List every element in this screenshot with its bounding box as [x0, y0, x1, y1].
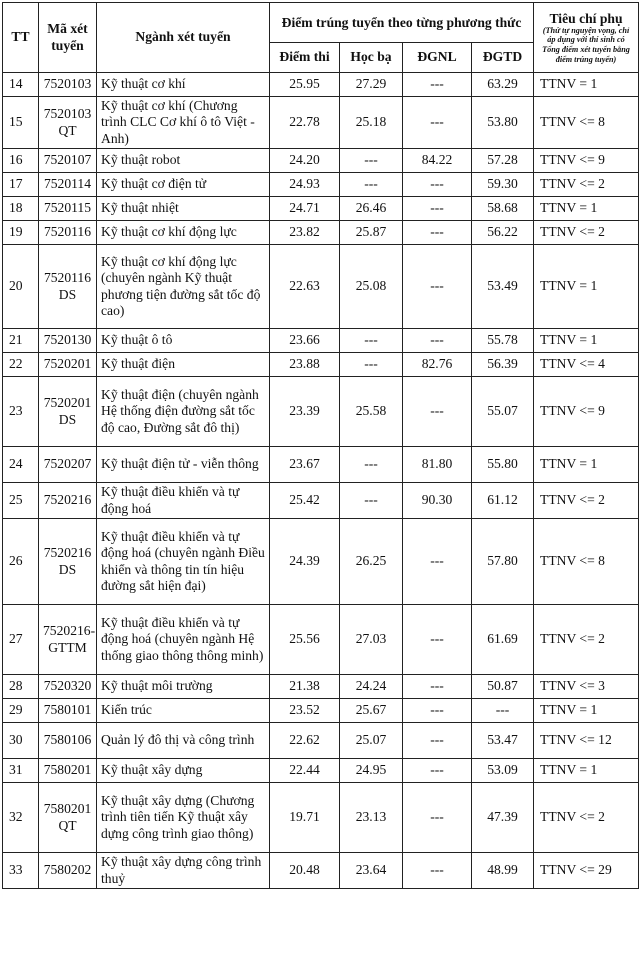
- table-row: [3, 197, 639, 221]
- score-dgtd: 61.69: [472, 605, 534, 675]
- table-row: [3, 483, 639, 519]
- header-major: Ngành xét tuyển: [97, 3, 270, 73]
- major-name: Kỹ thuật cơ khí: [97, 73, 270, 97]
- score-exam: 23.52: [270, 699, 340, 723]
- criteria-value: TTNV <= 29: [534, 853, 639, 889]
- row-number: 28: [3, 675, 39, 699]
- score-dgtd: 56.39: [472, 353, 534, 377]
- score-exam: 23.39: [270, 377, 340, 447]
- major-code: 7520115: [39, 197, 97, 221]
- header-method-dgtd: ĐGTD: [472, 43, 534, 73]
- score-exam: 21.38: [270, 675, 340, 699]
- major-name: Kỹ thuật cơ điện tử: [97, 173, 270, 197]
- table-body: [3, 73, 639, 889]
- major-code: 7520103: [39, 73, 97, 97]
- score-transcript: 23.13: [340, 783, 403, 853]
- score-dgnl: ---: [403, 377, 472, 447]
- score-transcript: ---: [340, 329, 403, 353]
- major-code: 7580106: [39, 723, 97, 759]
- major-name: Kỹ thuật điện (chuyên ngành Hệ thống điện đường sắt tốc độ cao, Đường sắt đô thị): [97, 377, 270, 447]
- score-exam: 23.67: [270, 447, 340, 483]
- score-dgnl: ---: [403, 329, 472, 353]
- score-dgnl: ---: [403, 245, 472, 329]
- criteria-value: TTNV = 1: [534, 699, 639, 723]
- criteria-value: TTNV <= 4: [534, 353, 639, 377]
- score-dgtd: 48.99: [472, 853, 534, 889]
- header-method-exam: Điểm thi: [270, 43, 340, 73]
- major-name: Kỹ thuật xây dựng: [97, 759, 270, 783]
- criteria-value: TTNV = 1: [534, 245, 639, 329]
- table-row: [3, 221, 639, 245]
- score-dgnl: ---: [403, 197, 472, 221]
- row-number: 14: [3, 73, 39, 97]
- major-name: Kỹ thuật điều khiển và tự động hoá: [97, 483, 270, 519]
- table-row: [3, 853, 639, 889]
- score-transcript: 27.29: [340, 73, 403, 97]
- row-number: 29: [3, 699, 39, 723]
- table-row: [3, 447, 639, 483]
- table-row: [3, 675, 639, 699]
- score-transcript: 26.46: [340, 197, 403, 221]
- criteria-value: TTNV <= 3: [534, 675, 639, 699]
- major-code: 7520107: [39, 149, 97, 173]
- score-dgtd: 63.29: [472, 73, 534, 97]
- table-row: [3, 329, 639, 353]
- score-exam: 23.66: [270, 329, 340, 353]
- score-exam: 22.44: [270, 759, 340, 783]
- header-criteria: [534, 3, 639, 73]
- header-row-top: [3, 3, 639, 43]
- row-number: 15: [3, 97, 39, 149]
- header-tt: TT: [3, 3, 39, 73]
- score-dgnl: ---: [403, 675, 472, 699]
- major-code: 7520216: [39, 483, 97, 519]
- score-dgtd: 50.87: [472, 675, 534, 699]
- score-dgnl: ---: [403, 221, 472, 245]
- table-row: [3, 173, 639, 197]
- score-dgnl: ---: [403, 173, 472, 197]
- major-name: Kiến trúc: [97, 699, 270, 723]
- major-code: 7520320: [39, 675, 97, 699]
- major-code: 7520114: [39, 173, 97, 197]
- score-transcript: 25.87: [340, 221, 403, 245]
- criteria-value: TTNV <= 9: [534, 377, 639, 447]
- score-dgtd: 57.80: [472, 519, 534, 605]
- major-name: Kỹ thuật môi trường: [97, 675, 270, 699]
- criteria-value: TTNV <= 9: [534, 149, 639, 173]
- major-name: Kỹ thuật cơ khí động lực (chuyên ngành Kỹ thuật phương tiện đường sắt tốc độ cao): [97, 245, 270, 329]
- row-number: 22: [3, 353, 39, 377]
- score-dgnl: ---: [403, 605, 472, 675]
- score-dgtd: 55.80: [472, 447, 534, 483]
- criteria-value: TTNV <= 12: [534, 723, 639, 759]
- score-dgtd: 53.80: [472, 97, 534, 149]
- score-transcript: 25.07: [340, 723, 403, 759]
- table-row: [3, 759, 639, 783]
- score-dgnl: 81.80: [403, 447, 472, 483]
- criteria-value: TTNV <= 2: [534, 221, 639, 245]
- criteria-value: TTNV = 1: [534, 329, 639, 353]
- major-name: Kỹ thuật ô tô: [97, 329, 270, 353]
- score-dgtd: 61.12: [472, 483, 534, 519]
- score-dgnl: ---: [403, 759, 472, 783]
- score-transcript: ---: [340, 353, 403, 377]
- table-row: [3, 605, 639, 675]
- table-row: [3, 73, 639, 97]
- major-code: 7580201 QT: [39, 783, 97, 853]
- score-dgnl: ---: [403, 853, 472, 889]
- score-dgnl: ---: [403, 783, 472, 853]
- score-exam: 25.42: [270, 483, 340, 519]
- score-exam: 25.56: [270, 605, 340, 675]
- header-method-transcript: Học bạ: [340, 43, 403, 73]
- score-exam: 23.82: [270, 221, 340, 245]
- admission-scores-document: [2, 2, 638, 964]
- score-transcript: 25.67: [340, 699, 403, 723]
- major-name: Kỹ thuật điện tử - viễn thông: [97, 447, 270, 483]
- major-code: 7520130: [39, 329, 97, 353]
- score-transcript: 24.24: [340, 675, 403, 699]
- major-name: Kỹ thuật điều khiển và tự động hoá (chuyên ngành Hệ thống giao thông thông minh): [97, 605, 270, 675]
- score-dgtd: 55.07: [472, 377, 534, 447]
- score-transcript: 23.64: [340, 853, 403, 889]
- major-code: 7520216-GTTM: [39, 605, 97, 675]
- score-exam: 24.71: [270, 197, 340, 221]
- row-number: 20: [3, 245, 39, 329]
- score-dgtd: 47.39: [472, 783, 534, 853]
- major-code: 7520216 DS: [39, 519, 97, 605]
- major-code: 7580101: [39, 699, 97, 723]
- header-code: Mã xét tuyển: [39, 3, 97, 73]
- score-dgnl: ---: [403, 699, 472, 723]
- score-dgnl: ---: [403, 723, 472, 759]
- score-dgtd: 55.78: [472, 329, 534, 353]
- major-name: Kỹ thuật cơ khí động lực: [97, 221, 270, 245]
- score-transcript: 27.03: [340, 605, 403, 675]
- score-dgtd: 58.68: [472, 197, 534, 221]
- header-score-group: Điểm trúng tuyển theo từng phương thức: [270, 3, 534, 43]
- table-row: [3, 377, 639, 447]
- major-name: Kỹ thuật xây dựng (Chương trình tiên tiến Kỹ thuật xây dựng công trình giao thông): [97, 783, 270, 853]
- criteria-value: TTNV = 1: [534, 197, 639, 221]
- criteria-value: TTNV <= 8: [534, 519, 639, 605]
- score-transcript: ---: [340, 173, 403, 197]
- header-criteria-title: Tiêu chí phụ: [549, 10, 623, 26]
- major-name: Kỹ thuật điện: [97, 353, 270, 377]
- score-exam: 22.62: [270, 723, 340, 759]
- criteria-value: TTNV <= 8: [534, 97, 639, 149]
- row-number: 32: [3, 783, 39, 853]
- row-number: 23: [3, 377, 39, 447]
- score-transcript: 26.25: [340, 519, 403, 605]
- table-row: [3, 353, 639, 377]
- row-number: 31: [3, 759, 39, 783]
- score-dgtd: 56.22: [472, 221, 534, 245]
- major-code: 7520116 DS: [39, 245, 97, 329]
- criteria-value: TTNV = 1: [534, 73, 639, 97]
- header-method-dgnl: ĐGNL: [403, 43, 472, 73]
- major-name: Quản lý đô thị và công trình: [97, 723, 270, 759]
- score-exam: 25.95: [270, 73, 340, 97]
- major-name: Kỹ thuật cơ khí (Chương trình CLC Cơ khí ô tô Việt - Anh): [97, 97, 270, 149]
- criteria-value: TTNV = 1: [534, 759, 639, 783]
- score-dgnl: ---: [403, 519, 472, 605]
- score-exam: 23.88: [270, 353, 340, 377]
- score-exam: 24.20: [270, 149, 340, 173]
- row-number: 17: [3, 173, 39, 197]
- score-transcript: 25.18: [340, 97, 403, 149]
- score-dgnl: 90.30: [403, 483, 472, 519]
- major-name: Kỹ thuật điều khiển và tự động hoá (chuyên ngành Điều khiển và thông tin tín hiệu đường sắt hiện đại): [97, 519, 270, 605]
- row-number: 19: [3, 221, 39, 245]
- major-code: 7520103 QT: [39, 97, 97, 149]
- major-code: 7580202: [39, 853, 97, 889]
- table-row: [3, 699, 639, 723]
- score-transcript: 25.58: [340, 377, 403, 447]
- major-code: 7520201: [39, 353, 97, 377]
- score-transcript: ---: [340, 447, 403, 483]
- criteria-value: TTNV <= 2: [534, 783, 639, 853]
- score-dgnl: 84.22: [403, 149, 472, 173]
- major-name: Kỹ thuật nhiệt: [97, 197, 270, 221]
- admission-scores-table: [2, 2, 639, 889]
- table-row: [3, 245, 639, 329]
- row-number: 27: [3, 605, 39, 675]
- major-code: 7580201: [39, 759, 97, 783]
- major-code: 7520201 DS: [39, 377, 97, 447]
- table-row: [3, 519, 639, 605]
- score-dgtd: 53.09: [472, 759, 534, 783]
- score-exam: 22.78: [270, 97, 340, 149]
- row-number: 26: [3, 519, 39, 605]
- row-number: 18: [3, 197, 39, 221]
- major-code: 7520116: [39, 221, 97, 245]
- table-row: [3, 97, 639, 149]
- table-row: [3, 149, 639, 173]
- score-dgtd: ---: [472, 699, 534, 723]
- score-dgnl: ---: [403, 97, 472, 149]
- row-number: 25: [3, 483, 39, 519]
- header-criteria-note: (Thứ tự nguyện vọng, chỉ áp dụng với thí sinh có Tổng điểm xét tuyển bằng điểm trúng tuyển): [542, 25, 630, 64]
- score-exam: 24.93: [270, 173, 340, 197]
- row-number: 30: [3, 723, 39, 759]
- criteria-value: TTNV <= 2: [534, 605, 639, 675]
- major-code: 7520207: [39, 447, 97, 483]
- table-row: [3, 783, 639, 853]
- score-transcript: 25.08: [340, 245, 403, 329]
- score-exam: 22.63: [270, 245, 340, 329]
- row-number: 24: [3, 447, 39, 483]
- score-dgtd: 53.49: [472, 245, 534, 329]
- score-exam: 19.71: [270, 783, 340, 853]
- score-transcript: ---: [340, 483, 403, 519]
- score-dgtd: 59.30: [472, 173, 534, 197]
- table-row: [3, 723, 639, 759]
- score-exam: 20.48: [270, 853, 340, 889]
- row-number: 16: [3, 149, 39, 173]
- score-exam: 24.39: [270, 519, 340, 605]
- criteria-value: TTNV = 1: [534, 447, 639, 483]
- major-name: Kỹ thuật robot: [97, 149, 270, 173]
- row-number: 33: [3, 853, 39, 889]
- row-number: 21: [3, 329, 39, 353]
- score-dgtd: 53.47: [472, 723, 534, 759]
- criteria-value: TTNV <= 2: [534, 173, 639, 197]
- criteria-value: TTNV <= 2: [534, 483, 639, 519]
- score-dgtd: 57.28: [472, 149, 534, 173]
- score-dgnl: ---: [403, 73, 472, 97]
- score-dgnl: 82.76: [403, 353, 472, 377]
- major-name: Kỹ thuật xây dựng công trình thuỷ: [97, 853, 270, 889]
- score-transcript: 24.95: [340, 759, 403, 783]
- score-transcript: ---: [340, 149, 403, 173]
